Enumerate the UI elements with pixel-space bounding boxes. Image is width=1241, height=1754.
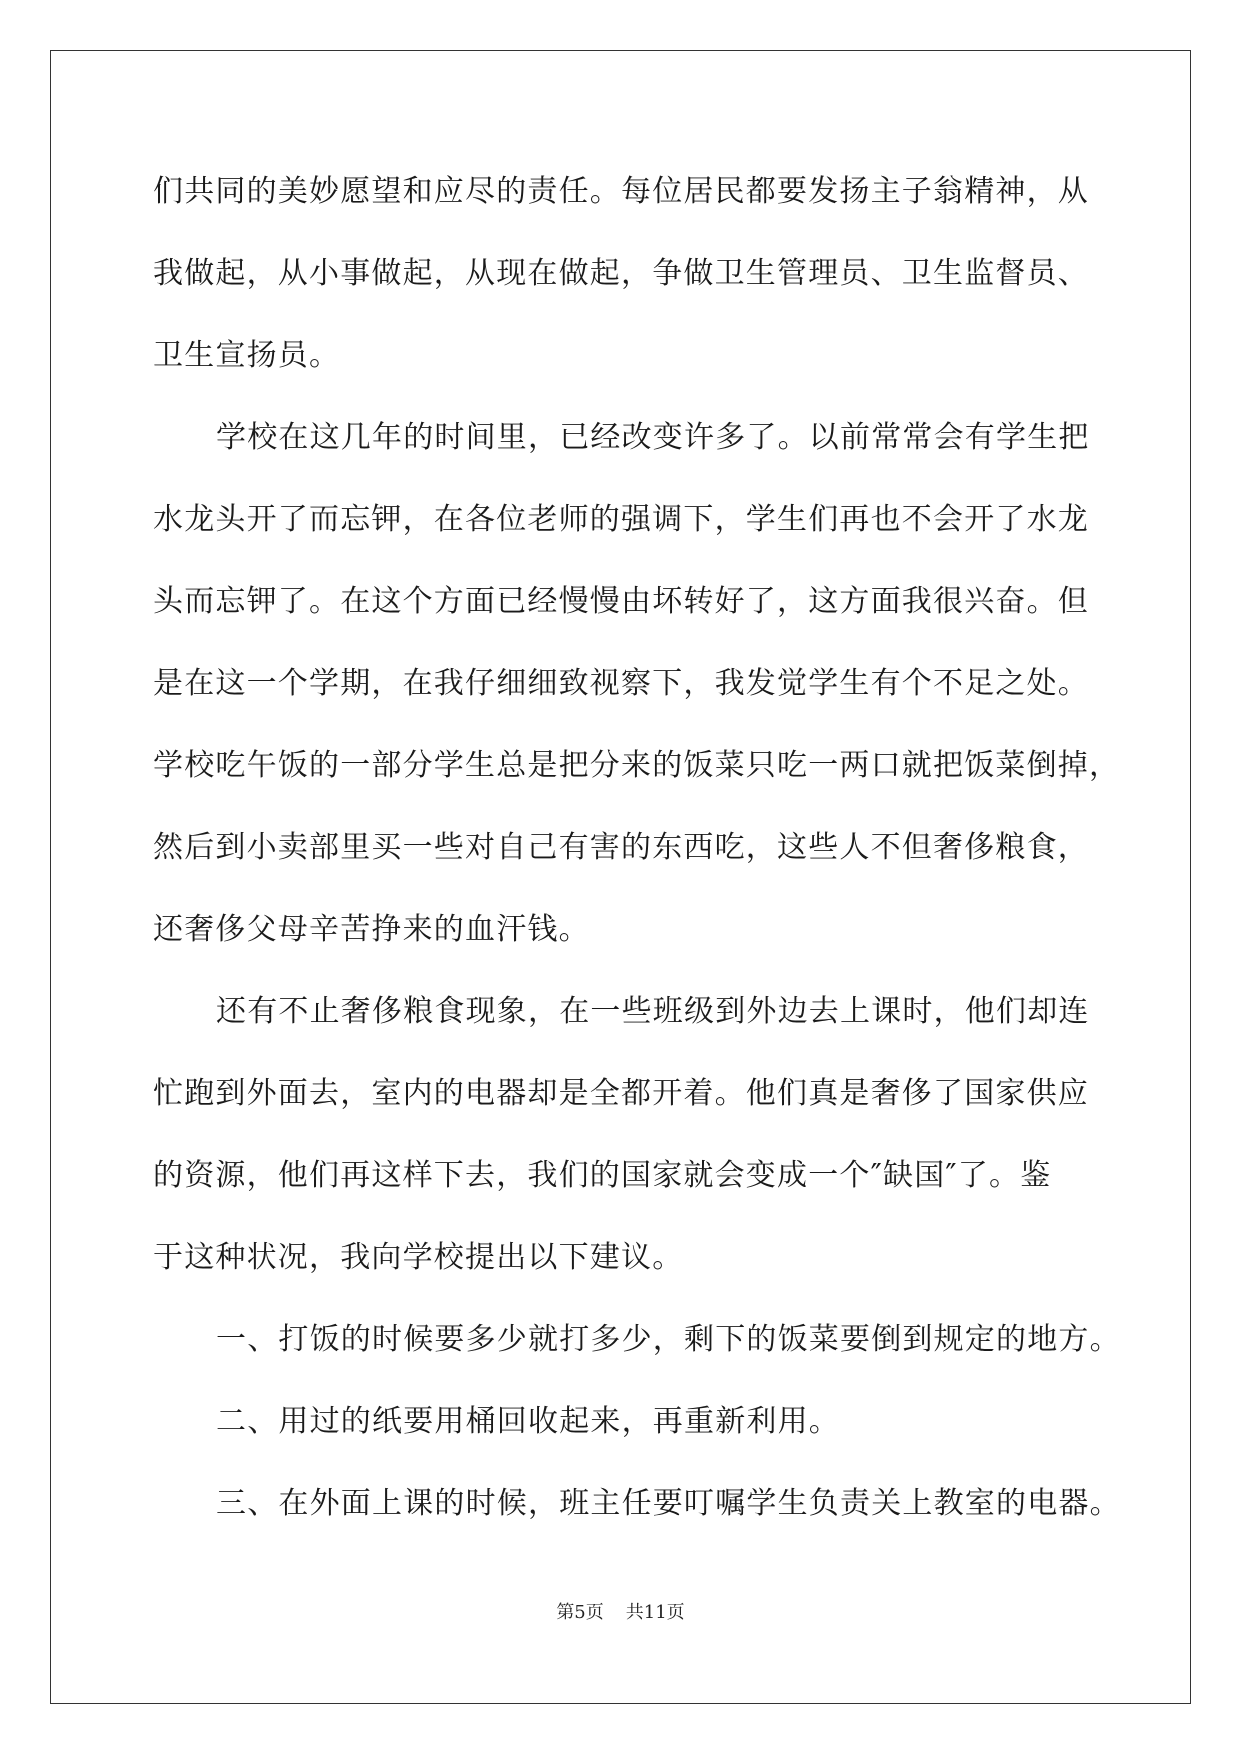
text-line: 卫生宣扬员。 [153,338,341,373]
text-line: 还奢侈父母辛苦挣来的血汗钱。 [153,912,590,947]
text-line: 学校吃午饭的一部分学生总是把分来的饭菜只吃一两口就把饭菜倒掉， [153,748,1121,783]
suggestion-item-3: 三、在外面上课的时候，班主任要叮嘱学生负责关上教室的电器。 [216,1486,1121,1521]
text-line: 的资源，他们再这样下去，我们的国家就会变成一个″缺国″了。鉴 [153,1158,1052,1193]
total-pages-label: 共11页 [625,1602,685,1623]
text-line: 我做起，从小事做起，从现在做起，争做卫生管理员、卫生监督员、 [153,256,1089,291]
text-line: 是在这一个学期，在我仔细细致视察下，我发觉学生有个不足之处。 [153,666,1089,701]
text-line: 头而忘钾了。在这个方面已经慢慢由坏转好了，这方面我很兴奋。但 [153,584,1089,619]
text-line: 们共同的美妙愿望和应尽的责任。每位居民都要发扬主子翁精神，从 [153,174,1089,209]
page-footer [0,1598,1241,1624]
text-line: 水龙头开了而忘钾，在各位老师的强调下，学生们再也不会开了水龙 [153,502,1089,537]
document-body [153,162,1121,1556]
suggestion-item-2: 二、用过的纸要用桶回收起来，再重新利用。 [216,1404,840,1439]
text-line: 于这种状况，我向学校提出以下建议。 [153,1240,684,1275]
paragraph-start-line: 还有不止奢侈粮食现象，在一些班级到外边去上课时，他们却连 [216,994,1090,1029]
text-line: 然后到小卖部里买一些对自己有害的东西吃，这些人不但奢侈粮食， [153,830,1089,865]
suggestion-item-1: 一、打饭的时候要多少就打多少，剩下的饭菜要倒到规定的地方。 [216,1322,1121,1357]
text-line: 忙跑到外面去，室内的电器却是全都开着。他们真是奢侈了国家供应 [153,1076,1089,1111]
current-page-label: 第5页 [556,1602,604,1623]
paragraph-start-line: 学校在这几年的时间里，已经改变许多了。以前常常会有学生把 [216,420,1090,455]
